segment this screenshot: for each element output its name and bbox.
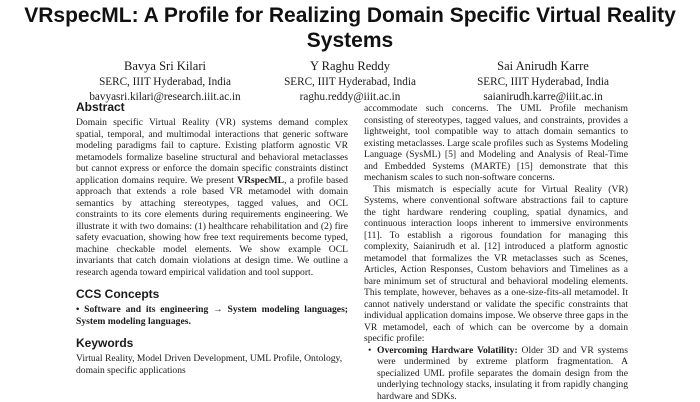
abstract-heading: Abstract [76,100,348,114]
author-name: Sai Anirudh Karre [443,58,643,74]
author-affiliation: SERC, IIIT Hyderabad, India [443,75,643,90]
gap-item-text: Older 3D and VR systems were undermined by extreme platform fragmentation. A specialized UML profile separates the domain design from the underlying technology stacks, insulating it from rapidly changing hardware and SDKs. [377,345,628,402]
gap-item [377,345,628,402]
keywords-text: Virtual Reality, Model Driven Development, UML Profile, Ontology, domain specific applications [76,353,348,376]
ccs-heading: CCS Concepts [76,287,348,301]
abstract-text [76,117,348,278]
author-affiliation: SERC, IIIT Hyderabad, India [65,75,265,90]
author-1 [65,58,265,105]
author-email: bavyasri.kilari@research.iiit.ac.in [65,90,265,105]
author-affiliation: SERC, IIIT Hyderabad, India [250,75,450,90]
author-email: raghu.reddy@iiit.ac.in [250,90,450,105]
left-column [76,100,348,376]
abstract-text-start: Domain specific Virtual Reality (VR) systems demand complex spatial, temporal, and multimodal interactions that generic software modeling paradigms fail to capture. Existing platform agnostic VR metamodels formalize baseline structural and behavioral metaclasses but cannot express or enforce the domain specific constraints distinct application domains require. We present [76,117,348,186]
ccs-section [76,287,348,327]
author-name: Y Raghu Reddy [250,58,450,74]
bullet-glyph: • [368,345,371,357]
ccs-text: • Software and its engineering → System modeling languages; System modeling languages. [76,304,348,327]
intro-paragraph-2: This mismatch is especially acute for Virtual Reality (VR) Systems, where conventional software abstractions fail to capture the tight hardware rendering coupling, spatial dynamics, and continuous interaction loops inherent to immersive environments [11]. To establish a rigorous foundation for managing this complexity, Saianirudh et al. [12] introduced a platform agnostic metamodel that formalizes the VR metaclasses such as Scenes, Articles, Action Responses, Custom behaviors and Timelines as a bare minimum set of structural and behavioral modeling elements. This template, however, behaves as a one-size-fits-all metamodel. It cannot natively understand or validate the specific constraints that individual application domains impose. We observe three gaps in the VR metamodel, each of which can be overcome by a domain specific profile: [364,184,628,345]
author-email: saianirudh.karre@iiit.ac.in [443,90,643,105]
keywords-heading: Keywords [76,336,348,350]
paper-title: VRspecML: A Profile for Realizing Domain Specific Virtual Reality Systems [0,3,700,53]
abstract-text-end: , a profile based approach that extends a role based VR metamodel with domain semantics by attaching stereotypes, tagged values, and OCL constraints to its core elements during requirements engineering. We illustrate it with two domains: (1) healthcare rehabilitation and (2) fire safety evacuation, showing how free text requirements become typed, machine checkable model elements. We show example OCL invariants that catch domain violations at design time. We outline a research agenda toward empirical validation and tool support. [76,175,348,278]
author-3 [443,58,643,105]
gap-list [364,345,628,402]
author-name: Bavya Sri Kilari [65,58,265,74]
author-2 [250,58,450,105]
abstract-highlight: VRspecML [237,175,284,186]
gap-item-title: Overcoming Hardware Volatility: [377,345,518,356]
intro-paragraph-1: accommodate such concerns. The UML Profile mechanism consisting of stereotypes, tagged values, and constraints, provides a lightweight, tool compatible way to attach domain semantics to existing metaclasses. Large scale profiles such as Systems Modeling Language (SysML) [5] and Modeling and Analysis of Real-Time and Embedded Systems (MARTE) [15] demonstrate that this mechanism scales to such non-software concerns. [364,103,628,184]
keywords-section [76,336,348,376]
right-column [364,103,628,402]
